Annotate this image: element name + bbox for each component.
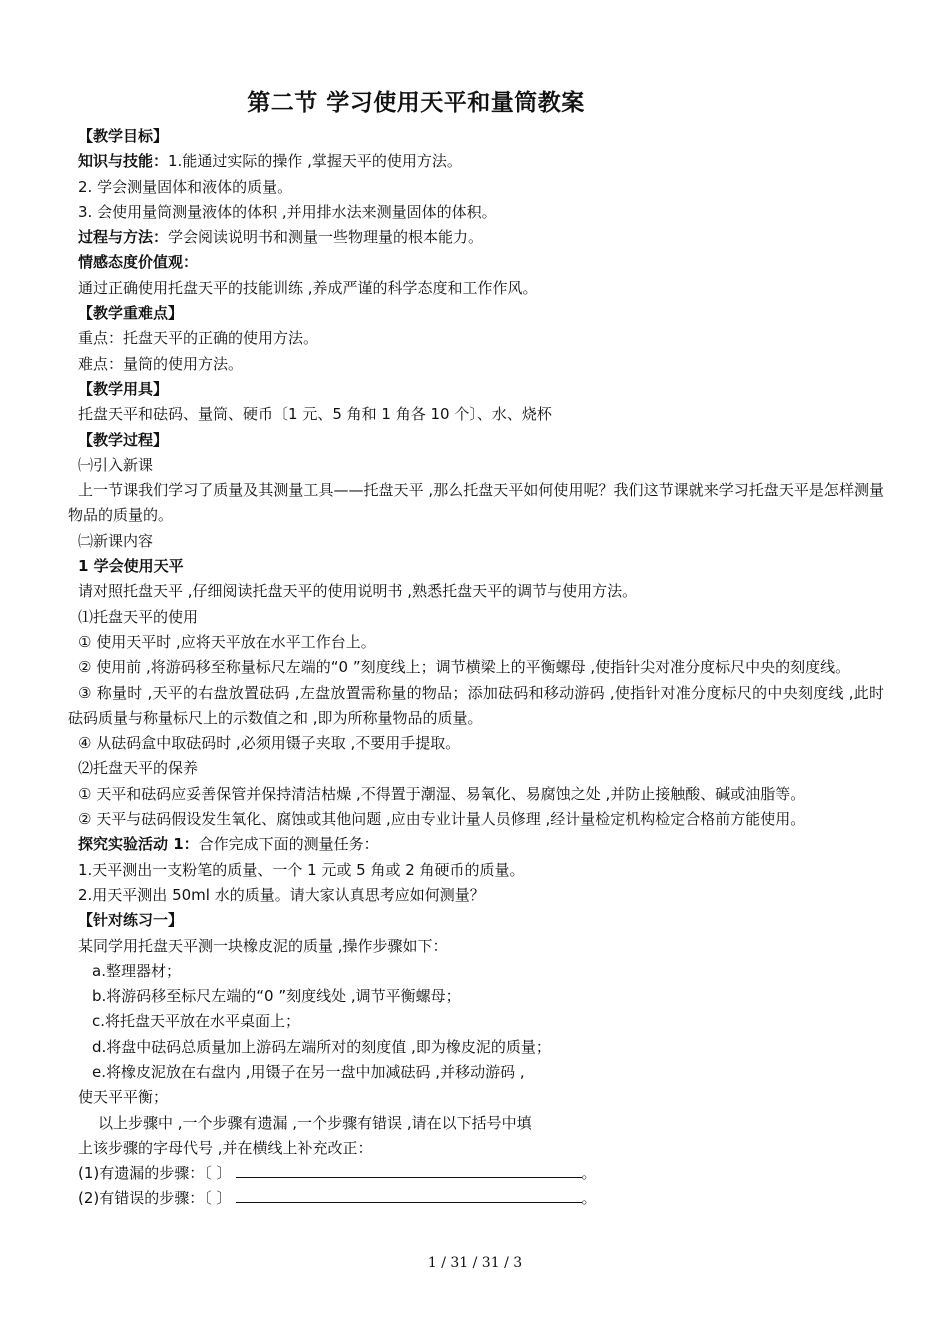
intro-label: ㈠引入新课 <box>78 455 154 474</box>
process-text: 学会阅读说明书和测量一些物理量的根本能力。 <box>168 228 484 247</box>
section-1-heading: 1 学会使用天平 <box>78 557 184 576</box>
tools-text: 托盘天平和砝码、量筒、硬币〔1 元、5 角和 1 角各 10 个〕、水、烧杯 <box>78 405 552 424</box>
knowledge-line-3: 3. 会使用量筒测量液体的体积 ,并用排水法来测量固体的体积。 <box>78 202 497 221</box>
activity-line <box>68 832 884 857</box>
activity-task-2: 2.用天平测出 50ml 水的质量。请大家认真思考应如何测量？ <box>78 885 485 904</box>
heading-teaching-goals: 【教学目标】 <box>78 127 169 145</box>
emotion-label: 情感态度价值观： <box>78 253 199 272</box>
process-method-line <box>68 225 884 250</box>
knowledge-line-1 <box>68 149 884 174</box>
step-c: c.将托盘天平放在水平桌面上； <box>92 1012 301 1031</box>
step-e: e.将橡皮泥放在右盘内 ,用镊子在另一盘中加减砝码 ,并移动游码 , <box>92 1062 525 1081</box>
heading-teaching-tools: 【教学用具】 <box>78 379 169 398</box>
document-body <box>68 124 884 1212</box>
question-text-1: 以上步骤中 ,一个步骤有遗漏 ,一个步骤有错误 ,请在以下括号中填 <box>98 1113 532 1132</box>
usage-step-2: ② 使用前 ,将游码移至称量标尺左端的“0 ”刻度线上；调节横梁上的平衡螺母 ,使指针尖对准分度标尺中央的刻度线。 <box>78 658 851 677</box>
answer-blank-1[interactable] <box>236 1162 582 1178</box>
practice-text: 某同学用托盘天平测一块橡皮泥的质量 ,操作步骤如下： <box>78 936 448 955</box>
key-point: 重点：托盘天平的正确的使用方法。 <box>78 329 319 348</box>
question-1: (1)有遗漏的步骤：〔 〕 <box>78 1164 232 1183</box>
usage-step-3: ③ 称量时 ,天平的右盘放置砝码 ,左盘放置需称量的物品；添加砝码和移动游码 ,使指针对准分度标尺的中央刻度线 ,此时砝码质量与称量标尺上的示数值之和 ,即为所称量物品的质量。 <box>68 683 884 727</box>
step-a: a.整理器材； <box>92 961 181 980</box>
knowledge-text-1: 1.能通过实际的操作 ,掌握天平的使用方法。 <box>168 152 462 171</box>
activity-label: 探究实验活动 1： <box>78 835 199 854</box>
care-label: ⑵托盘天平的保养 <box>78 759 199 778</box>
knowledge-label: 知识与技能： <box>78 152 169 171</box>
question-text-2: 上该步骤的字母代号 ,并在横线上补充改正： <box>78 1138 373 1157</box>
process-label: 过程与方法： <box>78 228 169 247</box>
emotion-text: 通过正确使用托盘天平的技能训练 ,养成严谨的科学态度和工作作风。 <box>78 278 538 297</box>
answer-blank-2[interactable] <box>236 1187 582 1203</box>
activity-text: 合作完成下面的测量任务： <box>198 835 379 854</box>
intro-text: 上一节课我们学习了质量及其测量工具——托盘天平 ,那么托盘天平如何使用呢？我们这节课就来学习托盘天平是怎样测量物品的质量的。 <box>68 481 884 525</box>
knowledge-line-2: 2. 学会测量固体和液体的质量。 <box>78 177 293 196</box>
activity-task-1: 1.天平测出一支粉笔的质量、一个 1 元或 5 角或 2 角硬币的质量。 <box>78 860 525 879</box>
section-1-text: 请对照托盘天平 ,仔细阅读托盘天平的使用说明书 ,熟悉托盘天平的调节与使用方法。 <box>78 582 638 601</box>
step-d: d.将盘中砝码总质量加上游码左端所对的刻度值 ,即为橡皮泥的质量； <box>92 1037 551 1056</box>
step-e-continued: 使天平平衡； <box>78 1088 169 1107</box>
care-item-2: ② 天平与砝码假设发生氧化、腐蚀或其他问题 ,应由专业计量人员修理 ,经计量检定机构检定合格前方能使用。 <box>78 810 806 829</box>
heading-key-difficult: 【教学重难点】 <box>78 304 184 323</box>
care-item-1: ① 天平和砝码应妥善保管并保持清洁枯燥 ,不得置于潮湿、易氧化、易腐蚀之处 ,并防止接触酸、碱或油脂等。 <box>78 784 806 803</box>
period-1: 。 <box>581 1164 597 1183</box>
heading-teaching-process: 【教学过程】 <box>78 430 169 449</box>
question-2-line <box>68 1186 884 1211</box>
page-title: 第二节 学习使用天平和量筒教案 <box>247 90 585 116</box>
page-number-footer: 1 / 31 / 31 / 3 <box>427 1255 523 1271</box>
period-2: 。 <box>581 1189 597 1208</box>
usage-step-1: ① 使用天平时 ,应将天平放在水平工作台上。 <box>78 632 376 651</box>
usage-step-4: ④ 从砝码盒中取砝码时 ,必须用镊子夹取 ,不要用手提取。 <box>78 734 461 753</box>
new-content-label: ㈡新课内容 <box>78 531 154 550</box>
question-2: (2)有错误的步骤：〔 〕 <box>78 1189 232 1208</box>
step-b: b.将游码移至标尺左端的“0 ”刻度线处 ,调节平衡螺母； <box>92 987 461 1006</box>
question-1-line <box>68 1161 884 1186</box>
usage-label: ⑴托盘天平的使用 <box>78 607 199 626</box>
heading-practice: 【针对练习一】 <box>78 911 184 930</box>
difficult-point: 难点：量筒的使用方法。 <box>78 354 244 373</box>
